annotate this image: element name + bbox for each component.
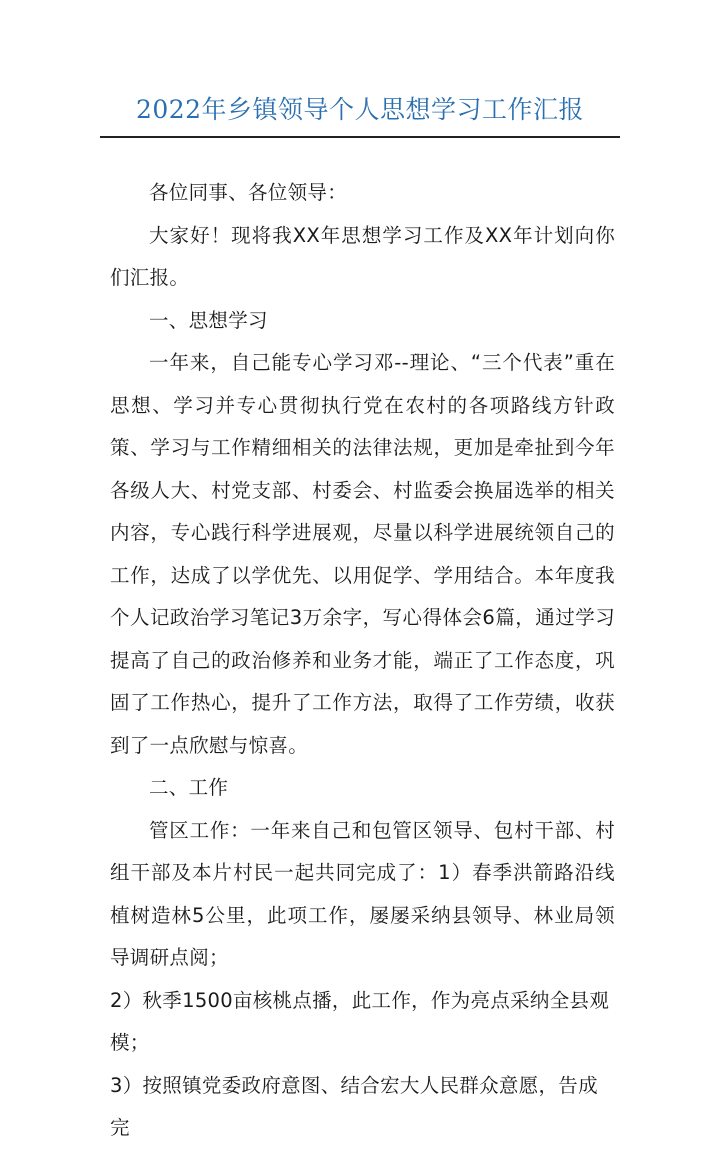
greeting-paragraph: 各位同事、各位领导： <box>149 181 348 204</box>
title-divider <box>100 136 620 138</box>
work-paragraph: 管区工作：一年来自己和包管区领导、包村干部、村组干部及本片村民一起共同完成了：1）春季洪箭路沿线植树造林5公里，此项工作，屡屡采纳县领导、林业局领导调研点阅； <box>110 818 615 969</box>
work-item-2: 2）秋季1500亩核桃点播，此工作，作为亮点采纳全县观模； <box>110 988 610 1054</box>
section-heading-study: 一、思想学习 <box>149 308 268 332</box>
opening-paragraph: 大家好！现将我XX年思想学习工作及XX年计划向你们汇报。 <box>110 223 615 289</box>
work-item-3: 3）按照镇党委政府意图、结合宏大人民群众意愿，告成完 <box>110 1073 598 1139</box>
section-heading-work: 二、工作 <box>149 776 229 799</box>
document-title: 2022年乡镇领导个人思想学习工作汇报 <box>135 95 585 124</box>
study-paragraph: 一年来，自己能专心学习邓--理论、“三个代表”重在思想、学习并专心贯彻执行党在农村的各项路线方针政策、学习与工作精细相关的法律法规，更加是牵扯到今年各级人大、村党支部、村委会、村监委会换届选举的相关内容，专心践行科学进展观，尽量以科学进展统领自己的工作，达成了以学优先、以用促学、学用结合。本年度我个人记政治学习笔记3万余字，写心得体会6篇，通过学习提高了自己的政治修养和业务才能，端正了工作态度，巩固了工作热心，提升了工作方法，取得了工作劳绩，收获到了一点欣慰与惊喜。 <box>110 351 615 757</box>
document-body <box>110 172 615 1150</box>
